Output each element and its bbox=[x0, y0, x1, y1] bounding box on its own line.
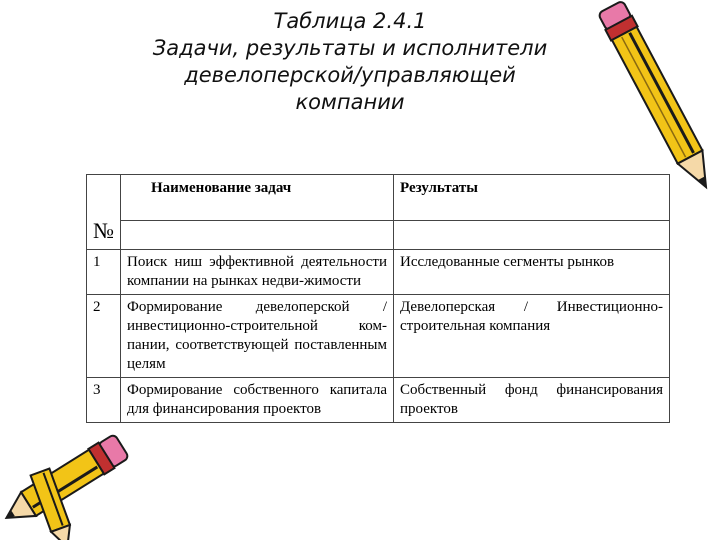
table-row bbox=[87, 378, 670, 423]
table-row bbox=[87, 250, 670, 295]
row-number: 3 bbox=[87, 378, 121, 423]
tasks-table bbox=[86, 174, 670, 423]
row-result: Исследованные сегменты рынков bbox=[394, 250, 670, 295]
title-line-3: компании bbox=[295, 90, 405, 114]
table-row bbox=[87, 295, 670, 378]
title-line-1: Задачи, результаты и исполнители bbox=[152, 36, 548, 60]
row-result: Девелоперская / Инвестиционно-строительная компания bbox=[394, 295, 670, 378]
header-task: Наименование задач bbox=[121, 175, 394, 221]
row-task: Формирование девелоперской /инвестиционно-строительной ком-пании, соответствующей поставленным целям bbox=[121, 295, 394, 378]
row-number: 2 bbox=[87, 295, 121, 378]
title-line-2: девелоперской/управляющей bbox=[184, 63, 516, 87]
table-caption: Таблица 2.4.1 bbox=[273, 9, 427, 33]
header-number: № bbox=[87, 221, 121, 250]
row-task: Формирование собственного капитала для финансирования проектов bbox=[121, 378, 394, 423]
row-task: Поиск ниш эффективной деятельности компании на рынках недви-жимости bbox=[121, 250, 394, 295]
header-result-cont bbox=[394, 221, 670, 250]
header-task-cont bbox=[121, 221, 394, 250]
header-result: Результаты bbox=[394, 175, 670, 221]
pencil-icon bbox=[0, 432, 135, 540]
table-header-row bbox=[87, 175, 670, 221]
title-block bbox=[90, 8, 610, 116]
row-result: Собственный фонд финансирования проектов bbox=[394, 378, 670, 423]
row-number: 1 bbox=[87, 250, 121, 295]
header-number-cell bbox=[87, 175, 121, 221]
pencil-icon bbox=[592, 0, 720, 205]
table-number-row bbox=[87, 221, 670, 250]
